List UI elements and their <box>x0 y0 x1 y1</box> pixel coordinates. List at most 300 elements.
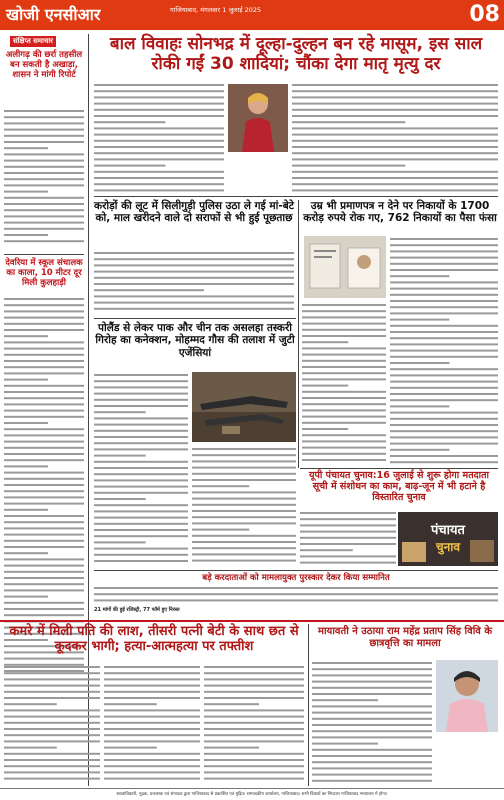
text-line <box>104 778 200 780</box>
text-line <box>4 453 84 455</box>
text-line <box>192 460 296 462</box>
text-line <box>94 386 188 388</box>
text-line <box>104 716 200 718</box>
mayawati-photo <box>436 660 498 732</box>
text-line <box>390 337 498 339</box>
text-line <box>292 84 498 86</box>
text-line <box>4 484 84 486</box>
text-line <box>94 84 224 86</box>
text-line <box>390 418 498 420</box>
text-line <box>4 571 84 573</box>
text-line <box>104 678 200 680</box>
text-line <box>4 203 84 205</box>
text-line <box>302 397 386 399</box>
election-graphic-line1: पंचायत <box>431 523 465 538</box>
text-line <box>4 147 48 149</box>
text-line <box>4 166 84 168</box>
text-line <box>4 685 100 687</box>
text-line <box>390 325 498 327</box>
text-line <box>4 521 84 523</box>
text-line <box>94 560 188 562</box>
text-line <box>4 385 84 387</box>
text-line <box>292 140 498 142</box>
text-line <box>302 323 386 325</box>
mayawati-body <box>312 660 432 784</box>
text-line <box>390 250 498 252</box>
text-line <box>292 103 498 105</box>
text-line <box>94 405 188 407</box>
text-line <box>4 228 84 230</box>
body-text-lines <box>302 302 386 466</box>
text-line <box>4 666 100 668</box>
text-line <box>4 354 84 356</box>
text-line <box>390 350 498 352</box>
text-line <box>390 387 498 389</box>
text-line <box>94 283 294 285</box>
text-line <box>312 730 432 732</box>
text-line <box>4 366 84 368</box>
text-line <box>4 478 84 480</box>
award-body <box>94 585 498 607</box>
text-line <box>390 461 498 463</box>
text-line <box>302 409 386 411</box>
text-line <box>302 304 386 306</box>
text-line <box>94 140 224 142</box>
text-line <box>192 467 296 469</box>
lead-headline: बाल विवाहः सोनभद्र में दूल्हा-दुल्हन बन रहे मासूम, इस साल रोकी गईं 30 शादियां; चौंका देगा मातृ मृत्यु दर <box>109 34 483 75</box>
text-line <box>94 599 498 601</box>
text-line <box>312 761 432 763</box>
text-line <box>4 234 48 236</box>
text-line <box>390 368 498 370</box>
text-line <box>312 724 432 726</box>
text-line <box>4 160 84 162</box>
sidebar-story2-headline: देवरिया में स्कूल संचालक का काला, 10 मीटर दूर मिली कुलहाड़ी <box>5 258 83 289</box>
footer-imprint: स्वत्वाधिकारी, मुद्रक, प्रकाशक एवं संपादक द्वारा गाजियाबाद से प्रकाशित एवं मुद्रित। सम्पादकीय कार्यालय, गाजियाबाद। सभी विवादों का निपटारा गाजियाबाद न्यायालय में होगा। <box>0 788 504 800</box>
body-text-lines <box>4 664 100 784</box>
text-line <box>94 436 188 438</box>
text-line <box>192 485 249 487</box>
text-line <box>312 780 432 782</box>
text-line <box>302 316 386 318</box>
text-line <box>302 341 348 343</box>
text-line <box>302 453 386 455</box>
murder-body-col2 <box>104 664 200 784</box>
text-line <box>4 416 84 418</box>
text-line <box>390 294 498 296</box>
right-column-divider <box>298 200 299 468</box>
pension-headline: उम्र भी प्रमाणपत्र न देने पर निकायों के 1700 करोड़ रुपये रोक गए, 762 निकायों का पैसा फंसा <box>303 200 497 225</box>
text-line <box>204 778 304 780</box>
brand-logo: खोजी एनसीआर <box>6 5 101 24</box>
text-line <box>390 263 498 265</box>
text-line <box>4 740 100 742</box>
text-line <box>292 127 498 129</box>
body-text-lines <box>192 446 296 566</box>
text-line <box>302 434 386 436</box>
text-line <box>104 771 200 773</box>
text-line <box>390 430 498 432</box>
body-text-lines <box>94 82 224 194</box>
text-line <box>4 209 84 211</box>
text-line <box>4 589 84 591</box>
text-line <box>94 411 146 413</box>
text-line <box>94 171 224 173</box>
text-line <box>94 127 224 129</box>
award-headline: बड़े करदाताओं को मामलायुक्त पुरस्कार देकर किया सम्मानित <box>202 573 390 583</box>
murder-body-col3 <box>204 664 304 784</box>
text-line <box>4 722 100 724</box>
text-line <box>4 558 84 560</box>
election-headline: यूपी पंचायत चुनाव:16 जुलाई से शुरू होगा मतदाता सूची में संशोधन का काम, बाढ़-जून में भी हटाने है विस्तारित चुनाव <box>308 470 490 504</box>
text-line <box>4 122 84 124</box>
text-line <box>94 109 224 111</box>
text-line <box>390 356 498 358</box>
text-line <box>312 681 432 683</box>
text-line <box>300 524 396 526</box>
text-line <box>94 146 224 148</box>
text-line <box>4 672 100 674</box>
text-line <box>204 703 259 705</box>
text-line <box>192 541 296 543</box>
murder-headline: कमरे में मिली पति की लाश, तीसरी पत्नी बेटी के साथ छत से कूदकर भागी; हत्या-आत्महत्या पर तफ्तीश <box>9 624 299 655</box>
text-line <box>4 490 84 492</box>
text-line <box>300 512 396 514</box>
text-line <box>94 295 294 297</box>
text-line <box>312 767 432 769</box>
text-line <box>94 121 166 123</box>
text-line <box>94 486 188 488</box>
text-line <box>94 115 224 117</box>
election-top-rule <box>300 468 498 469</box>
text-line <box>4 459 84 461</box>
text-line <box>300 518 396 520</box>
text-line <box>390 343 498 345</box>
text-line <box>292 152 498 154</box>
text-line <box>94 417 188 419</box>
text-line <box>4 298 84 300</box>
text-line <box>390 424 498 426</box>
text-line <box>4 110 84 112</box>
text-line <box>104 728 200 730</box>
text-line <box>390 269 498 271</box>
text-line <box>4 116 84 118</box>
text-line <box>4 372 84 374</box>
text-line <box>390 306 498 308</box>
body-text-lines <box>94 372 188 566</box>
text-line <box>94 473 188 475</box>
text-line <box>94 529 188 531</box>
text-line <box>4 379 48 381</box>
text-line <box>94 442 188 444</box>
text-line <box>312 674 432 676</box>
text-line <box>104 740 200 742</box>
murder-body-col1 <box>4 664 100 784</box>
text-line <box>300 562 396 564</box>
text-line <box>94 189 224 191</box>
text-line <box>302 459 386 461</box>
text-line <box>390 362 449 364</box>
text-line <box>204 753 304 755</box>
text-line <box>204 672 304 674</box>
arms-body-col2 <box>192 446 296 566</box>
bottom-divider <box>308 624 309 786</box>
text-line <box>4 410 84 412</box>
text-line <box>4 197 84 199</box>
mayawati-headline: मायावती ने उठाया राम महेंद्र प्रताप सिंह विवि के छात्रवृत्ति का मामला <box>317 626 493 649</box>
lead-bottom-rule <box>94 196 498 197</box>
text-line <box>390 405 449 407</box>
text-line <box>192 535 296 537</box>
text-line <box>204 697 304 699</box>
text-line <box>4 215 84 217</box>
text-line <box>312 755 432 757</box>
text-line <box>390 381 498 383</box>
text-line <box>4 222 84 224</box>
text-line <box>302 310 386 312</box>
text-line <box>4 496 84 498</box>
text-line <box>390 288 498 290</box>
loot-headline: करोड़ों की लूट में सिलीगुड़ी पुलिस उठा ले गई मां-बेटे को, माल खरीदने वाले दो सराफों से भी हुई पूछताछ <box>94 200 294 225</box>
text-line <box>192 473 296 475</box>
text-line <box>302 347 386 349</box>
text-line <box>4 678 100 680</box>
sidebar-tag: संक्षिप्त समाचार <box>10 36 56 47</box>
body-text-lines <box>4 108 84 250</box>
text-line <box>104 691 200 693</box>
text-line <box>300 531 396 533</box>
lead-body-col2 <box>292 82 498 194</box>
text-line <box>4 184 84 186</box>
text-line <box>94 152 224 154</box>
pension-photo <box>304 236 386 298</box>
text-line <box>4 691 100 693</box>
text-line <box>292 171 498 173</box>
text-line <box>390 412 498 414</box>
text-line <box>390 331 498 333</box>
text-line <box>192 448 296 450</box>
issue-meta: गाजियाबाद, मंगलवार 1 जुलाई 2025 <box>170 6 262 14</box>
text-line <box>94 90 224 92</box>
text-line <box>94 492 188 494</box>
text-line <box>312 693 432 695</box>
text-line <box>390 443 498 445</box>
text-line <box>302 428 348 430</box>
text-line <box>104 722 200 724</box>
text-line <box>4 240 84 242</box>
text-line <box>192 529 249 531</box>
text-line <box>4 422 48 424</box>
text-line <box>192 522 296 524</box>
text-line <box>390 374 498 376</box>
text-line <box>4 153 84 155</box>
text-line <box>94 399 188 401</box>
text-line <box>4 503 84 505</box>
text-line <box>390 436 498 438</box>
text-line <box>94 535 188 537</box>
text-line <box>292 158 498 160</box>
sidebar-story1-body <box>4 108 84 250</box>
text-line <box>302 354 386 356</box>
text-line <box>300 537 396 539</box>
text-line <box>4 348 84 350</box>
text-line <box>94 424 188 426</box>
body-text-lines <box>94 585 498 607</box>
text-line <box>4 734 100 736</box>
text-line <box>4 759 100 761</box>
election-graphic <box>398 512 498 566</box>
text-line <box>4 747 57 749</box>
text-line <box>302 360 386 362</box>
arms-headline: पोलैंड से लेकर पाक और चीन तक असलहा तस्करी गिरोह का कनेक्शन, मोहम्मद गौस की तलाश में जुटी एजेंसियां <box>95 322 295 359</box>
text-line <box>390 393 498 395</box>
text-line <box>4 172 84 174</box>
text-line <box>292 121 405 123</box>
text-line <box>4 614 84 616</box>
body-text-lines <box>204 664 304 784</box>
text-line <box>302 403 386 405</box>
text-line <box>192 553 296 555</box>
sidebar-story1-headline: अलीगढ़ की छर्रा तहसील बन सकती है अखाड़ा, शासन ने मांगी रिपोर्ट <box>5 50 83 81</box>
text-line <box>192 504 296 506</box>
pension-body-col2 <box>390 236 498 466</box>
text-line <box>4 335 48 337</box>
text-line <box>4 583 84 585</box>
text-line <box>104 666 200 668</box>
text-line <box>192 479 296 481</box>
text-line <box>94 183 224 185</box>
text-line <box>104 697 200 699</box>
text-line <box>292 189 498 191</box>
text-line <box>204 728 304 730</box>
text-line <box>4 709 100 711</box>
text-line <box>312 718 432 720</box>
text-line <box>94 523 188 525</box>
text-line <box>4 304 84 306</box>
text-line <box>192 510 296 512</box>
text-line <box>390 275 449 277</box>
text-line <box>292 183 498 185</box>
text-line <box>104 709 200 711</box>
text-line <box>94 593 498 595</box>
arms-body-col1 <box>94 372 188 566</box>
text-line <box>4 441 84 443</box>
text-line <box>94 96 224 98</box>
text-line <box>94 258 294 260</box>
text-line <box>4 778 100 780</box>
loot-bottom-rule <box>94 318 296 319</box>
text-line <box>94 467 188 469</box>
text-line <box>94 308 294 310</box>
text-line <box>204 740 304 742</box>
text-line <box>94 498 146 500</box>
text-line <box>302 366 386 368</box>
text-line <box>312 668 432 670</box>
text-line <box>94 271 294 273</box>
text-line <box>4 141 84 143</box>
text-line <box>302 447 386 449</box>
text-line <box>192 498 296 500</box>
text-line <box>4 403 84 405</box>
text-line <box>94 374 188 376</box>
text-line <box>192 491 296 493</box>
text-line <box>192 454 296 456</box>
body-text-lines <box>390 236 498 466</box>
text-line <box>312 699 378 701</box>
text-line <box>312 662 432 664</box>
body-text-lines <box>312 660 432 784</box>
text-line <box>204 716 304 718</box>
text-line <box>104 765 200 767</box>
text-line <box>4 509 48 511</box>
text-line <box>94 510 188 512</box>
text-line <box>94 289 204 291</box>
bottom-section-rule <box>0 620 504 622</box>
text-line <box>302 335 386 337</box>
text-line <box>4 391 84 393</box>
text-line <box>390 244 498 246</box>
text-line <box>4 465 48 467</box>
text-line <box>104 747 157 749</box>
text-line <box>204 709 304 711</box>
text-line <box>94 517 188 519</box>
lead-photo <box>228 84 288 152</box>
text-line <box>204 759 304 761</box>
text-line <box>302 329 386 331</box>
text-line <box>204 771 304 773</box>
text-line <box>4 135 84 137</box>
text-line <box>192 560 296 562</box>
text-line <box>390 300 498 302</box>
text-line <box>300 555 396 557</box>
text-line <box>4 602 84 604</box>
text-line <box>4 728 100 730</box>
text-line <box>94 177 224 179</box>
text-line <box>4 716 100 718</box>
text-line <box>4 753 100 755</box>
text-line <box>390 449 449 451</box>
text-line <box>302 422 386 424</box>
text-line <box>292 134 498 136</box>
text-line <box>292 165 405 167</box>
text-line <box>302 372 386 374</box>
body-text-lines <box>292 82 498 194</box>
election-body <box>300 510 396 566</box>
text-line <box>94 165 166 167</box>
text-line <box>192 516 296 518</box>
text-line <box>312 774 432 776</box>
text-line <box>4 658 84 660</box>
award-top-rule <box>94 570 498 571</box>
text-line <box>4 540 84 542</box>
text-line <box>204 691 304 693</box>
text-line <box>302 416 386 418</box>
text-line <box>104 685 200 687</box>
text-line <box>4 515 84 517</box>
text-line <box>4 546 84 548</box>
text-line <box>104 759 200 761</box>
text-line <box>4 360 84 362</box>
text-line <box>204 685 304 687</box>
text-line <box>302 385 348 387</box>
text-line <box>204 666 304 668</box>
text-line <box>302 440 386 442</box>
text-line <box>302 378 386 380</box>
text-line <box>4 552 48 554</box>
text-line <box>300 549 353 551</box>
body-text-lines <box>104 664 200 784</box>
text-line <box>4 596 48 598</box>
